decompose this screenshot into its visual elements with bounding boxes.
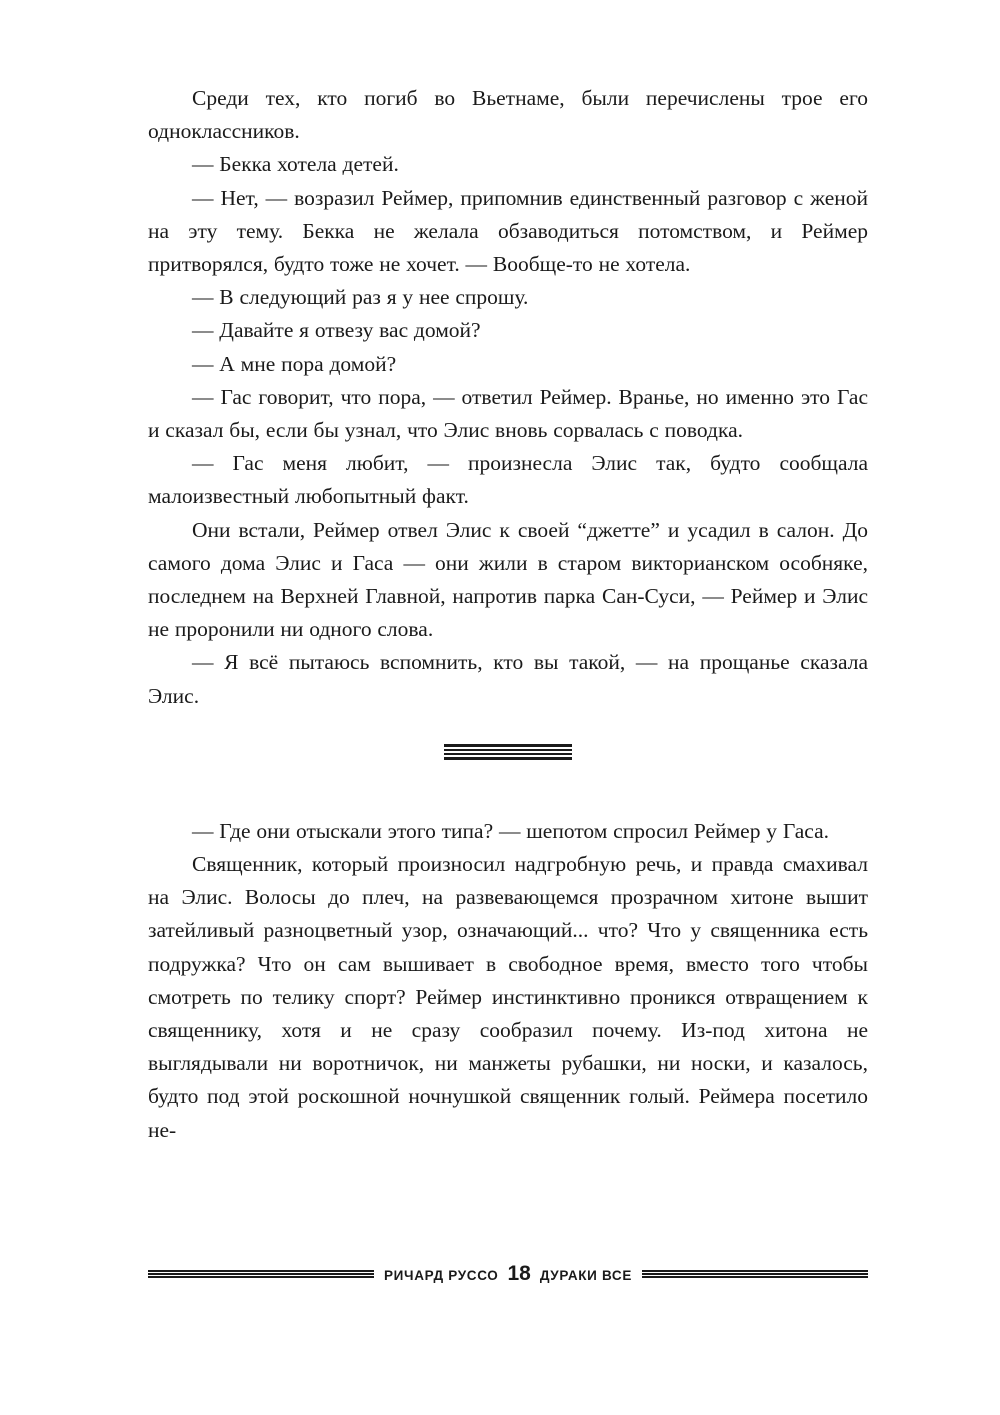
- paragraph: — А мне пора домой?: [192, 351, 397, 376]
- footer-rule-left: [148, 1268, 374, 1280]
- paragraph: — Гас меня любит, — произнесла Элис так, будто сообщала малоизвестный любопытный факт.: [148, 451, 868, 509]
- paragraph: — Бекка хотела детей.: [192, 152, 399, 177]
- footer-author: РИЧАРД РУССО: [384, 1268, 499, 1283]
- paragraph: Среди тех, кто погиб во Вьетнаме, были перечислены трое его одноклассников.: [148, 86, 868, 144]
- horizontal-rules-ornament-icon: [444, 744, 572, 760]
- page-number: 18: [507, 1262, 531, 1285]
- footer-text: [384, 1262, 632, 1286]
- paragraph: — Нет, — возразил Реймер, припомнив единственный разговор с женой на эту тему. Бекка не желала обзаводиться потомством, и Реймер притворялся, будто тоже не хочет. — Вообще-то не хотела.: [148, 185, 868, 277]
- paragraph: — Давайте я отвезу вас домой?: [192, 318, 481, 343]
- paragraph: — В следующий раз я у нее спрошу.: [192, 285, 529, 310]
- section-break-ornament: [148, 737, 868, 767]
- paragraph: — Гас говорит, что пора, — ответил Реймер. Вранье, но именно это Гас и сказал бы, если бы узнал, что Элис вновь сорвалась с поводка.: [148, 384, 868, 443]
- paragraph: Священник, который произносил надгробную речь, и правда смахивал на Элис. Волосы до плеч, на развевающемся прозрачном хитоне вышит затейливый разноцветный узор, означающий... что? Что у священника есть подружка? Что он сам вышивает в свободное время, вместо того чтобы смотреть по телику спорт? Реймер инстинктивно проникся отвращением к священнику, хотя и не сразу сообразил почему. Из-под хитона не выглядывали ни воротничок, ни манжеты рубашки, ни носки, и казалось, будто под этой роскошной ночнушкой священник голый. Реймера посетило не-: [148, 852, 868, 1142]
- footer-title: ДУРАКИ ВСЕ: [539, 1268, 632, 1283]
- paragraph: — Я всё пытаюсь вспомнить, кто вы такой, — на прощанье сказала Элис.: [148, 650, 868, 708]
- paragraph: Они встали, Реймер отвел Элис к своей “джетте” и усадил в салон. До самого дома Элис и Гаса — они жили в старом викторианском особняке, последнем на Верхней Главной, напротив парка Сан-Суси, — Реймер и Элис не проронили ни одного слова.: [148, 517, 868, 642]
- paragraph: — Где они отыскали этого типа? — шепотом спросил Реймер у Гаса.: [192, 818, 829, 843]
- footer-rule-right: [642, 1268, 868, 1280]
- running-foot: [148, 1262, 868, 1286]
- body-text-column: [148, 82, 868, 1147]
